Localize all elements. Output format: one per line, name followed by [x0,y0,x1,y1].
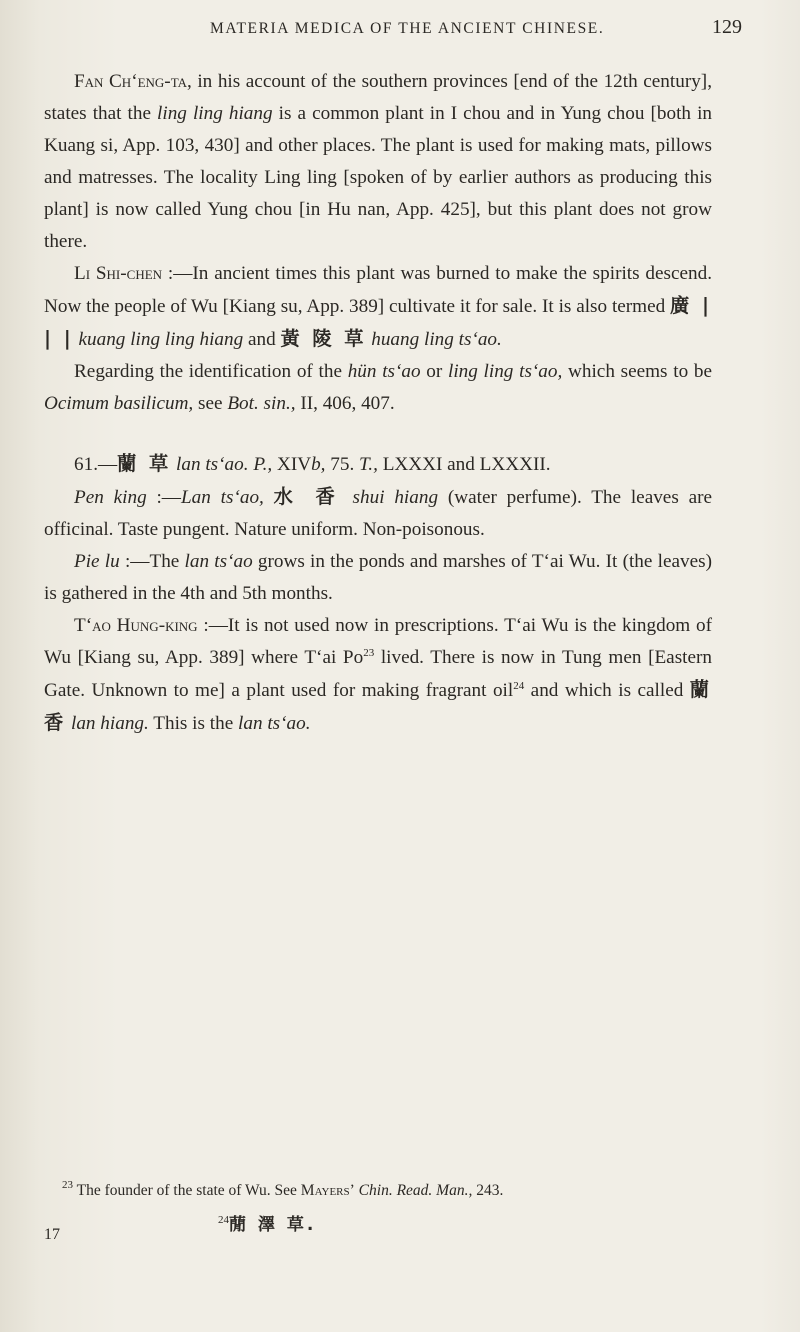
footnote-ref-24: 24 [513,680,525,692]
paragraph-fan-cheng-ta: Fan Ch‘eng-ta, in his account of the southern provinces [end of the 12th century], states that the ling ling hiang is a common plant in I chou and in Yung chou [both in Kuang si, App. 103, 430] and other places. The plant is used for making mats, pillows and matresses. The locality Ling ling [spoken of by earlier authors as producing this plant] is now called Yung chou [in Hu nan, App. 425], but this plant does not grow there. [44,71,713,252]
footnote-23: $^{23}$ The founder of the state of Wu. See Mayers’ Chin. Read. Man., 243. [62,1179,504,1199]
entry-61-heading: 61.—蘭 草 lan ts‘ao. P., XIVb, 75. T., LXXXI and LXXXII. [74,452,551,475]
footnote-ref-23: 23 [363,647,375,659]
running-head: MATERIA MEDICA OF THE ANCIENT CHINESE. [210,20,605,37]
footnote-24: $^{24}$蕑 澤 草. [218,1214,317,1235]
chinese-characters: 蕑 澤 草. [229,1215,317,1235]
page-number: 129 [712,16,742,38]
chinese-characters: 水 香 [273,485,343,508]
chinese-characters: 廣 | | | [44,294,712,350]
paragraph-pen-king: Pen king :—Lan ts‘ao, 水 香 shui hiang (water perfume). The leaves are officinal. Taste pungent. Nature uniform. Non-poisonous. [44,485,713,540]
paragraph-li-shi-chen: Li Shi-chen :—In ancient times this plant was burned to make the spirits descend. Now the people of Wu [Kiang su, App. 389] cultivate it for sale. It is also termed 廣 | | | kuang ling ling hiang and 黃 陵 草 huang ling ts‘ao. [44,263,712,350]
paragraph-pie-lu: Pie lu :—The lan ts‘ao grows in the ponds and marshes of T‘ai Wu. It (the leaves) is gathered in the 4th and 5th months. [44,551,712,604]
page-header [0,18,800,48]
signature-mark: 17 [44,1226,60,1243]
chinese-characters: 黃 陵 草 [280,327,367,350]
chinese-characters: 蘭 草 [117,452,172,475]
chinese-characters: 蘭 香 [44,678,712,734]
paragraph-identification: Regarding the identification of the hün ts‘ao or ling ling ts‘ao, which seems to be Ocimum basilicum, see Bot. sin., II, 406, 407. [44,361,712,414]
body-text [44,66,712,740]
paragraph-tao-hung-king: T‘ao Hung-king :—It is not used now in prescriptions. T‘ai Wu is the kingdom of Wu [Kiang su, App. 389] where T‘ai Po$^{23}$ lived. There is now in Tung men [Eastern Gate. Unknown to me] a plant used for making fragrant oil$^{24}$ and which is called 蘭 香 lan hiang. This is the lan ts‘ao. [44,615,712,734]
